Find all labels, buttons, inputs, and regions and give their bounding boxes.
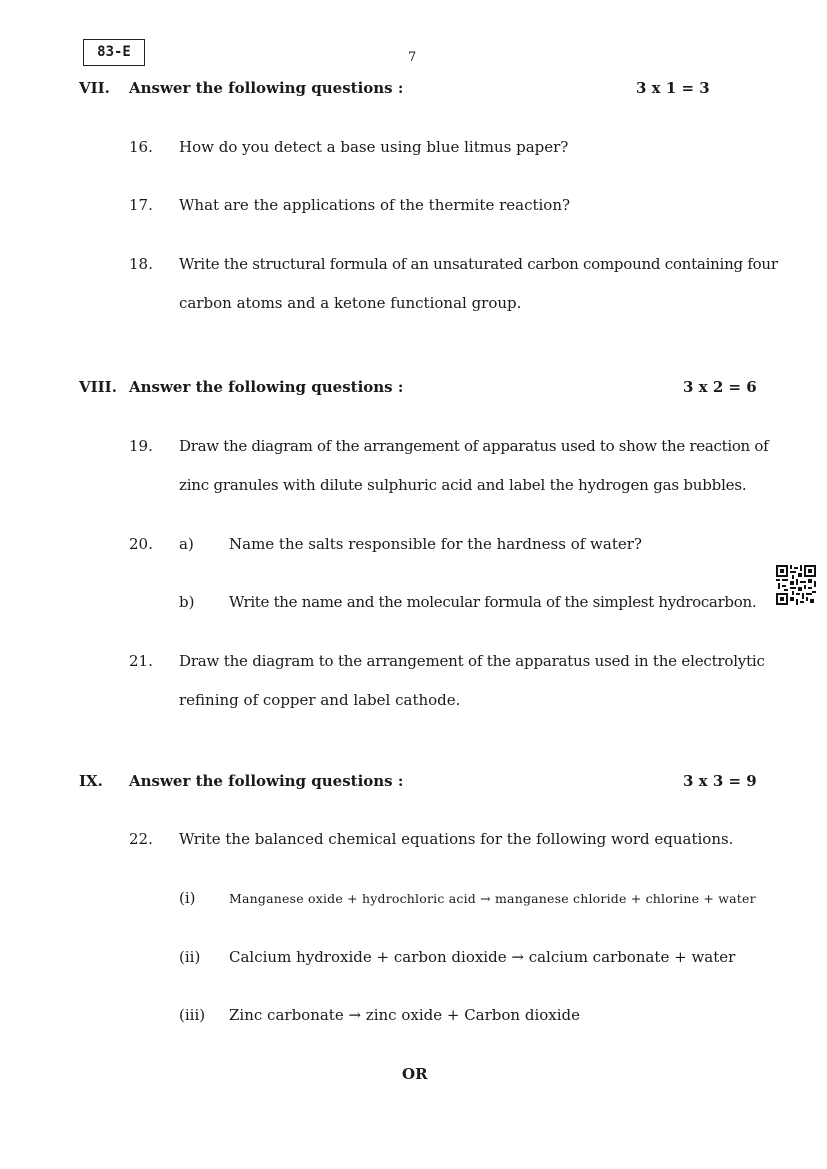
question-21-number: 21.: [129, 652, 153, 670]
question-22-iii-text: Zinc carbonate → zinc oxide + Carbon dioxide: [229, 1006, 581, 1024]
question-16-text: How do you detect a base using blue litmus paper?: [179, 138, 569, 156]
paper-code-box: 83-E: [83, 39, 145, 66]
question-19-text-line2: zinc granules with dilute sulphuric acid and label the hydrogen gas bubbles.: [179, 476, 747, 494]
page-number: 7: [408, 50, 417, 65]
section-title-vii: Answer the following questions :: [129, 79, 404, 97]
question-22-text: Write the balanced chemical equations for the following word equations.: [179, 830, 734, 848]
question-22-i-text: Manganese oxide + hydrochloric acid → manganese chloride + chlorine + water: [229, 891, 756, 906]
question-20a-label: a): [179, 535, 194, 553]
question-17-number: 17.: [129, 196, 153, 214]
question-19-text-line1: Draw the diagram of the arrangement of apparatus used to show the reaction of: [179, 437, 769, 455]
question-21-text-line2: refining of copper and label cathode.: [179, 691, 461, 709]
question-18-number: 18.: [129, 255, 153, 273]
question-20b-label: b): [179, 593, 195, 611]
section-title-ix: Answer the following questions :: [129, 772, 404, 790]
section-number-viii: VIII.: [79, 378, 117, 396]
question-19-number: 19.: [129, 437, 153, 455]
section-number-vii: VII.: [79, 79, 110, 97]
section-marks-viii: 3 x 2 = 6: [683, 378, 757, 396]
question-18-text-line1: Write the structural formula of an unsaturated carbon compound containing four: [179, 255, 778, 273]
question-16-number: 16.: [129, 138, 153, 156]
section-number-ix: IX.: [79, 772, 103, 790]
qr-code-icon: [776, 565, 816, 605]
question-22-number: 22.: [129, 830, 153, 848]
or-separator: OR: [402, 1065, 428, 1083]
question-21-text-line1: Draw the diagram to the arrangement of the apparatus used in the electrolytic: [179, 652, 765, 670]
question-22-i-label: (i): [179, 889, 196, 907]
section-title-viii: Answer the following questions :: [129, 378, 404, 396]
question-20a-text: Name the salts responsible for the hardness of water?: [229, 535, 642, 553]
question-18-text-line2: carbon atoms and a ketone functional group.: [179, 294, 522, 312]
question-22-iii-label: (iii): [179, 1006, 206, 1024]
question-20b-text: Write the name and the molecular formula of the simplest hydrocarbon.: [229, 593, 757, 611]
section-marks-vii: 3 x 1 = 3: [636, 79, 710, 97]
question-22-ii-text: Calcium hydroxide + carbon dioxide → calcium carbonate + water: [229, 948, 736, 966]
section-marks-ix: 3 x 3 = 9: [683, 772, 757, 790]
question-22-ii-label: (ii): [179, 948, 201, 966]
question-20-number: 20.: [129, 535, 153, 553]
question-17-text: What are the applications of the thermite reaction?: [179, 196, 571, 214]
